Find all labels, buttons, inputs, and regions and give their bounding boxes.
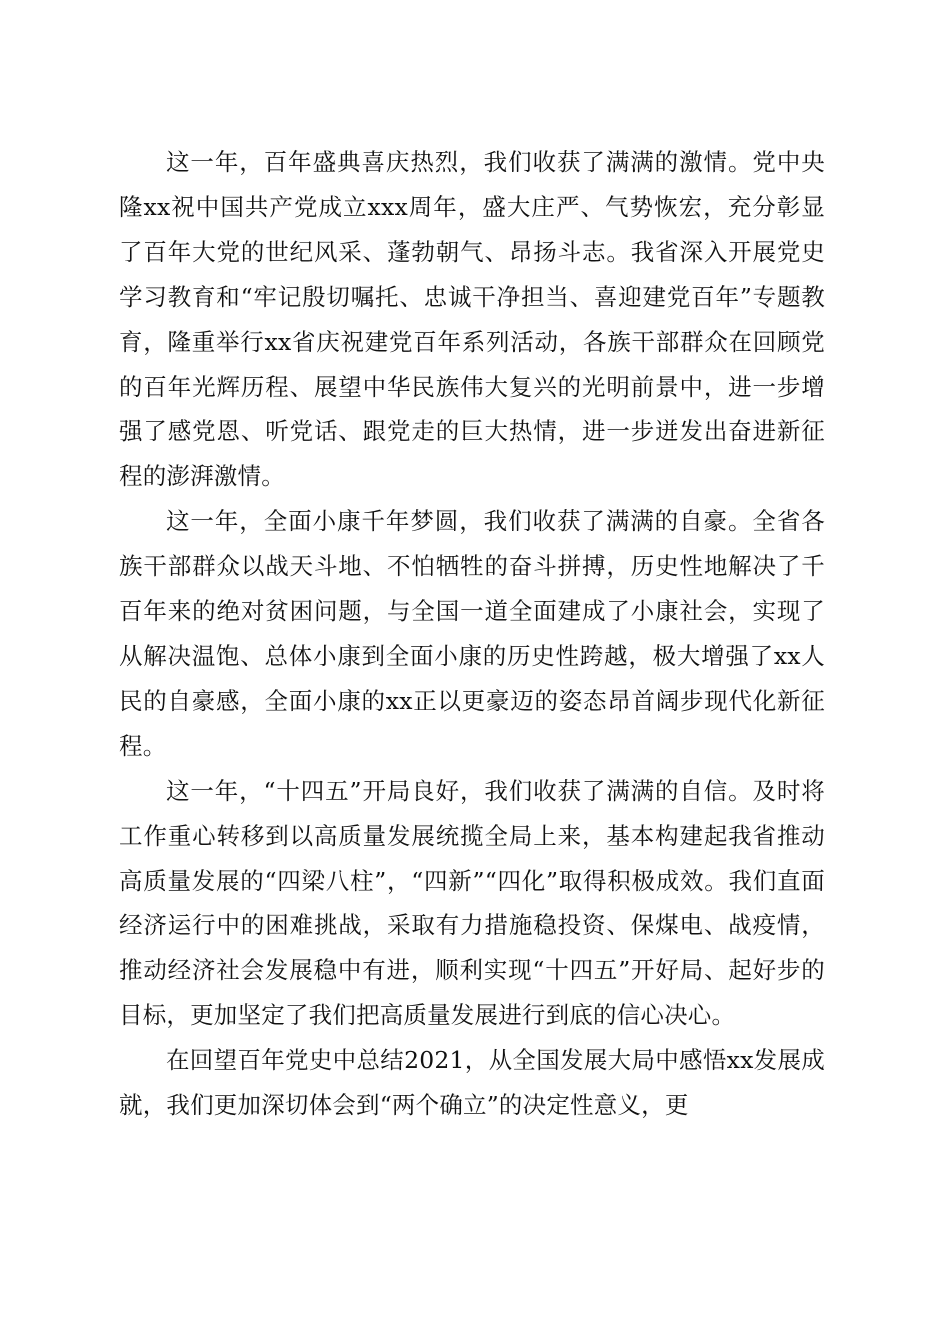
paragraph-1: 这一年，百年盛典喜庆热烈，我们收获了满满的激情。党中央隆xx祝中国共产党成立xxx周年，盛大庄严、气势恢宏，充分彰显了百年大党的世纪风采、蓬勃朝气、昂扬斗志。我省深入开展党史学习教育和“牢记殷切嘱托、忠诚干净担当、喜迎建党百年”专题教育，隆重举行xx省庆祝建党百年系列活动，各族干部群众在回顾党的百年光辉历程、展望中华民族伟大复兴的光明前景中，进一步增强了感党恩、听党话、跟党走的巨大热情，进一步迸发出奋进新征程的澎湃激情。	[119, 148, 825, 491]
paragraph-3: 这一年，“十四五”开局良好，我们收获了满满的自信。及时将工作重心转移到以高质量发展统揽全局上来，基本构建起我省推动高质量发展的“四梁八柱”，“四新”“四化”取得积极成效。我们直面经济运行中的困难挑战，采取有力措施稳投资、保煤电、战疫情，推动经济社会发展稳中有进，顺利实现“十四五”开好局、起好步的目标，更加坚定了我们把高质量发展进行到底的信心决心。	[119, 776, 825, 1030]
document-body	[119, 140, 825, 1128]
paragraph-2: 这一年，全面小康千年梦圆，我们收获了满满的自豪。全省各族干部群众以战天斗地、不怕牺牲的奋斗拼搏，历史性地解决了千百年来的绝对贫困问题，与全国一道全面建成了小康社会，实现了从解决温饱、总体小康到全面小康的历史性跨越，极大增强了xx人民的自豪感，全面小康的xx正以更豪迈的姿态昂首阔步现代化新征程。	[119, 507, 825, 760]
paragraph-4: 在回望百年党史中总结2021，从全国发展大局中感悟xx发展成就，我们更加深切体会到“两个确立”的决定性意义，更	[119, 1046, 825, 1120]
